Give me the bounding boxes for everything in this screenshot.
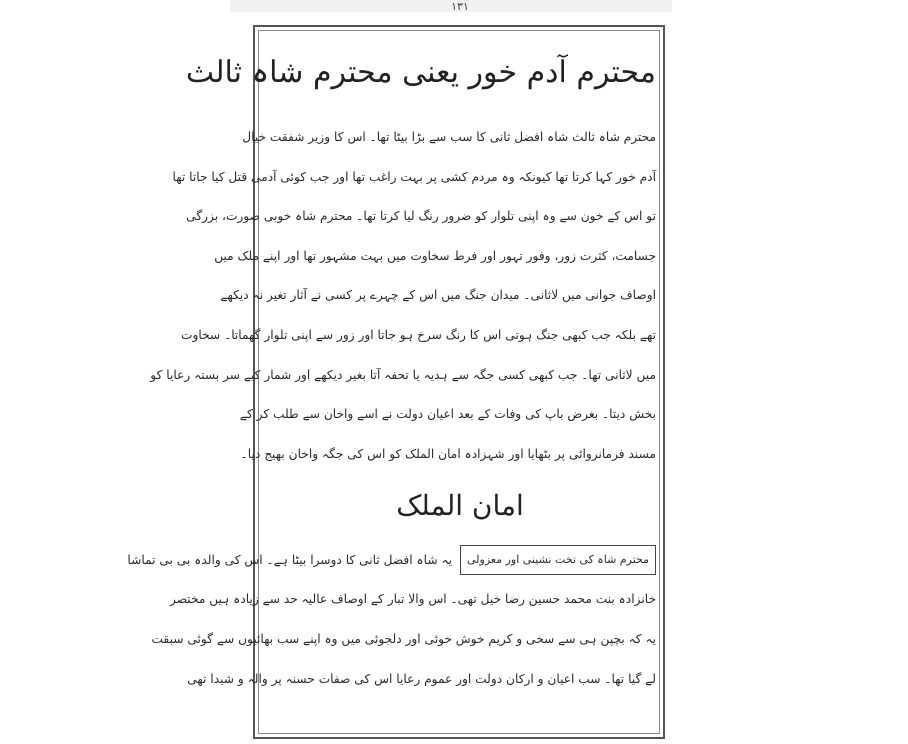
text-line: میں لاثانی تھا۔ جب کبھی کسی جگہ سے ہدیہ یا تحفہ آتا بغیر دیکھے اور شمار کیے سر بستہ رعایا کو [150,367,656,382]
section-title: محترم آدم خور یعنی محترم شاہ ثالث [185,55,656,90]
text-line: تھے بلکہ جب کبھی جنگ ہوتی اس کا رنگ سرخ ہو جاتا اور زور سے اپنی تلوار گھماتا۔ سخاوت [181,327,656,342]
section-paragraph [150,118,656,474]
section-title: امان الملک [396,489,524,523]
text-line: آدم خور کہا کرتا تھا کیونکہ وہ مردم کشی پر بہت راغب تھا اور جب کوئی آدمی قتل کیا جاتا تھا [172,169,656,184]
text-line: جسامت، کثرت زور، وفور تہور اور فرط سخاوت میں بہت مشہور تھا اور اپنے ملک میں [214,248,656,263]
page-number: ۱۳۱ [451,0,469,13]
page-content [127,40,656,734]
text-line: لے گیا تھا۔ سب اعیان و ارکان دولت اور عموم رعایا اس کی صفات حسنہ پر والہ و شیدا تھی [187,671,656,686]
text-line: بخش دیتا۔ بغرض باپ کی وفات کے بعد اعیان دولت نے اسے واخان سے طلب کر کے [239,407,656,422]
text-line: مسند فرمانروائی پر بٹھایا اور شہزادہ امان الملک کو اس کی جگہ واخان بھیج دیا۔ [240,446,656,461]
side-heading-row [127,540,656,580]
text-line: اوصاف جوانی میں لاثانی۔ میدان جنگ میں اس کے چہرے پر کسی نے آثار تغیر نہ دیکھے [220,288,656,303]
text-line: خانزادہ بنت محمد حسین رضا خیل تھی۔ اس والا تبار کے اوصاف عالیہ حد سے زیادہ ہیں مختصر [169,592,656,607]
side-heading-box: محترم شاہ کی تخت نشینی اور معزولی [460,545,656,575]
text-line: یہ شاہ افضل ثانی کا دوسرا بیٹا ہے۔ اس کی والدہ بی بی تماشا [127,553,452,568]
text-line: محترم شاہ ثالث شاہ افضل ثانی کا سب سے بڑا بیٹا تھا۔ اس کا وزیر شفقت خیال [242,130,656,144]
text-line: یہ کہ بچپن ہی سے سخی و کریم خوش خوئی اور دلجوئی میں وہ اپنے سب بھائیوں سے گوئی سبقت [151,631,656,646]
text-line: تو اس کے خون سے وہ اپنی تلوار کو ضرور رنگ لیا کرتا تھا۔ محترم شاہ خوبی صورت، بزرگی [186,209,656,224]
section-paragraph [151,580,656,699]
